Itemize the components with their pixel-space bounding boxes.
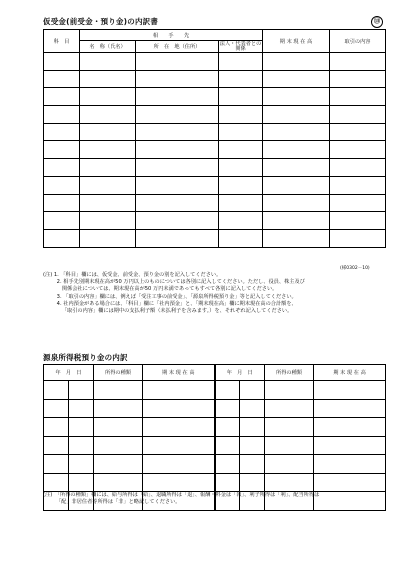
table-cell[interactable] [136,123,219,141]
table-cell[interactable] [44,229,80,247]
table-row [44,141,386,159]
table-cell[interactable] [219,212,263,230]
table-cell[interactable] [240,418,265,437]
table-cell[interactable] [330,176,386,194]
note-line: 「配」非居住者等所得は「非」と略記してください。 [43,499,181,506]
table-cell[interactable] [136,229,219,247]
table-cell[interactable] [215,399,240,418]
table-row [44,159,386,177]
table-cell[interactable] [69,381,94,400]
table-cell[interactable] [80,212,136,230]
table-cell[interactable] [136,88,219,106]
table-cell[interactable] [143,436,215,455]
table-cell[interactable] [314,436,386,455]
table-cell[interactable] [263,159,330,177]
table-cell[interactable] [94,455,143,474]
table-cell[interactable] [94,381,143,400]
table-cell[interactable] [219,194,263,212]
notes-section1 [43,272,305,315]
table-row [44,88,386,106]
table-cell[interactable] [219,53,263,71]
header-type-left: 所得の種類 [94,365,143,381]
table-cell[interactable] [314,381,386,400]
table-cell[interactable] [136,194,219,212]
header-address: 所 在 地（住所） [136,41,219,53]
table-cell[interactable] [136,176,219,194]
note-line: 2. 相手先別期末現在高が50 万円以上のものについては各別に記入してください。ただし、役員、株主及び [43,279,305,286]
table-row [44,229,386,247]
header-balance: 期 末 現 在 高 [263,30,330,53]
table-cell[interactable] [330,229,386,247]
table-cell[interactable] [80,141,136,159]
header-subject: 科 目 [44,30,80,53]
table-cell[interactable] [265,436,314,455]
table-cell[interactable] [215,418,240,437]
table-cell[interactable] [265,418,314,437]
table-cell[interactable] [219,159,263,177]
table-cell[interactable] [219,141,263,159]
table-cell[interactable] [143,399,215,418]
table-cell[interactable] [44,53,80,71]
table-cell[interactable] [136,212,219,230]
table-row [44,436,386,455]
table-cell[interactable] [265,473,314,492]
table-cell[interactable] [265,455,314,474]
table-cell[interactable] [80,106,136,124]
table-cell[interactable] [94,473,143,492]
note-line: 「取引の内容」欄には期中の支払利子額（未払利子を含みます。）を、それぞれ記入してください。 [43,308,293,315]
table-cell[interactable] [330,159,386,177]
table-row [44,123,386,141]
table-cell[interactable] [263,53,330,71]
table-cell[interactable] [44,455,69,474]
note-line: 関係会社については、期末現在高が50 万円未満であってもすべて各別に記入してください。 [43,286,278,293]
table-cell[interactable] [94,399,143,418]
table-cell[interactable] [330,141,386,159]
header-date-right: 年 月 日 [215,365,265,381]
table-row [44,70,386,88]
table-cell[interactable] [219,123,263,141]
table-cell[interactable] [215,473,240,492]
table-cell[interactable] [80,123,136,141]
note-line: (注) 1. 「科目」欄には、仮受金、前受金、預り金の別を記入してください。 [43,272,222,278]
table-row [44,418,386,437]
table-cell[interactable] [263,176,330,194]
table-cell[interactable] [240,381,265,400]
table-cell[interactable] [44,473,69,492]
note-line: 4. 社内預金がある場合には、「科目」欄に「社内預金」と、「期末現在高」欄に期末現在高の合計額を、 [43,300,297,307]
page-number-badge: ⑬ [371,16,383,28]
section-title-withholding: 源泉所得税預り金の内訳 [43,353,128,362]
notes-section2 [43,492,319,506]
table-cell[interactable] [240,399,265,418]
table-row [44,473,386,492]
table-cell[interactable] [136,53,219,71]
table-cell[interactable] [69,473,94,492]
table-cell[interactable] [44,159,80,177]
table-cell[interactable] [44,436,69,455]
table-cell[interactable] [44,70,80,88]
table-cell[interactable] [143,418,215,437]
table-cell[interactable] [330,106,386,124]
note-line: 3. 「取引の内容」欄には、例えば「受注工事の前受金」、「源泉所得税預り金」等と記入してください。 [43,293,297,300]
table-cell[interactable] [215,381,240,400]
table-row [44,212,386,230]
table-cell[interactable] [330,70,386,88]
header-type-right: 所得の種類 [265,365,314,381]
table-cell[interactable] [263,106,330,124]
table-cell[interactable] [80,159,136,177]
table-cell[interactable] [143,473,215,492]
table-row [44,455,386,474]
table-cell[interactable] [265,399,314,418]
table-cell[interactable] [44,141,80,159]
table-cell[interactable] [44,123,80,141]
table-cell[interactable] [314,455,386,474]
table-cell[interactable] [136,159,219,177]
table-cell[interactable] [330,123,386,141]
table-cell[interactable] [44,381,69,400]
table-cell[interactable] [136,106,219,124]
table-cell[interactable] [136,70,219,88]
table-cell[interactable] [314,473,386,492]
table-row [44,106,386,124]
table-cell[interactable] [80,194,136,212]
table-cell[interactable] [314,492,386,511]
table-cell[interactable] [44,88,80,106]
table-row [44,53,386,71]
table-cell[interactable] [143,381,215,400]
table-row [44,399,386,418]
table-cell[interactable] [263,123,330,141]
header-content: 取引の内容 [330,30,386,53]
table-cell[interactable] [240,436,265,455]
withholding-tax-table [43,364,386,511]
table-cell[interactable] [219,106,263,124]
table-cell[interactable] [219,176,263,194]
table-cell[interactable] [330,212,386,230]
form-code: (様0302－10) [340,266,370,271]
table-cell[interactable] [219,70,263,88]
header-date-left: 年 月 日 [44,365,94,381]
note-line: (注) 「所得の種類」欄には、給与所得は「給」、退職所得は「退」、報酬・料金は「報」、利子所得は「利」、配当所得は [43,492,320,498]
table-cell[interactable] [80,70,136,88]
table-cell[interactable] [314,399,386,418]
header-balance-right: 期 末 現 在 高 [314,365,386,381]
table-row [44,176,386,194]
table-cell[interactable] [219,88,263,106]
temporary-receipts-table [43,29,386,248]
table-cell[interactable] [44,194,80,212]
table-cell[interactable] [80,229,136,247]
table-cell[interactable] [215,436,240,455]
table-cell[interactable] [263,229,330,247]
table-cell[interactable] [69,455,94,474]
table-row [44,194,386,212]
table-cell[interactable] [69,418,94,437]
table-cell[interactable] [263,88,330,106]
table-cell[interactable] [240,473,265,492]
header-balance-left: 期 末 現 在 高 [143,365,215,381]
table-cell[interactable] [44,176,80,194]
table-cell[interactable] [80,176,136,194]
table-cell[interactable] [330,194,386,212]
table-cell[interactable] [44,212,80,230]
table-cell[interactable] [44,418,69,437]
table-cell[interactable] [263,70,330,88]
table-cell[interactable] [44,106,80,124]
table-row [44,381,386,400]
table-cell[interactable] [69,436,94,455]
table-cell[interactable] [215,455,240,474]
table-cell[interactable] [314,418,386,437]
table-cell[interactable] [240,455,265,474]
table-cell[interactable] [80,88,136,106]
table-cell[interactable] [94,436,143,455]
table-cell[interactable] [143,455,215,474]
header-counterparty: 相 手 先 [80,30,263,41]
header-name: 名 称（氏名） [80,41,136,53]
header-relation: 法人・代表者との関係 [219,41,262,52]
table-cell[interactable] [94,418,143,437]
table-cell[interactable] [263,141,330,159]
table-cell[interactable] [265,381,314,400]
table-cell[interactable] [263,194,330,212]
table-cell[interactable] [330,53,386,71]
page-title: 仮受金(前受金・預り金)の内訳書 [43,17,159,26]
table-cell[interactable] [263,212,330,230]
table-cell[interactable] [136,141,219,159]
table-cell[interactable] [69,399,94,418]
table-cell[interactable] [219,229,263,247]
table-cell[interactable] [330,88,386,106]
table-cell[interactable] [44,399,69,418]
table-cell[interactable] [80,53,136,71]
